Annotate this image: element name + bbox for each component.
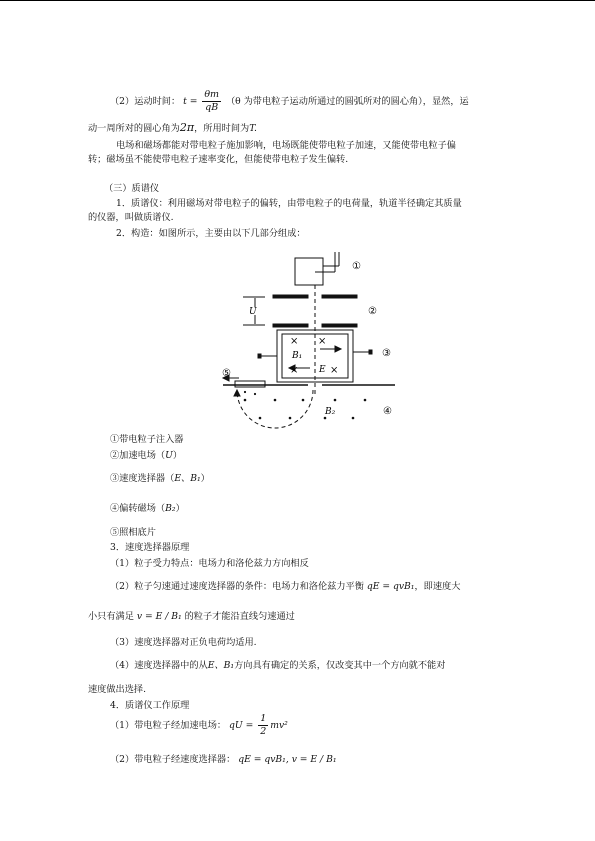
label-injector: ①	[352, 261, 361, 272]
principle-4-continued: 速度做出选择.	[88, 684, 147, 695]
part-2-symbol: U	[165, 450, 173, 461]
principle-4-pre: （4）速度选择器中的从	[110, 660, 208, 671]
part-4-pre: ④偏转磁场（	[110, 503, 166, 514]
construction-line: 2．构造：如图所示，主要由以下几部分组成：	[116, 228, 306, 239]
accel-plate-bottom-right	[322, 324, 357, 327]
label-velocity-selector: ③	[382, 348, 391, 359]
work-1-rhs: mv²	[270, 720, 288, 731]
mass-spectrometer-diagram	[215, 252, 410, 430]
time-fraction	[202, 89, 221, 114]
work-2-equation: qE = qvB₁, v = E / B₁	[238, 754, 337, 765]
label-u: U	[249, 307, 257, 317]
motion-time-line	[110, 87, 530, 117]
part-2	[110, 449, 530, 462]
part-2-pre: ②加速电场（	[110, 450, 166, 461]
principle-3: （3）速度选择器对正负电荷均适用.	[110, 637, 257, 648]
part-1	[110, 433, 530, 446]
part-3-pre: ③速度选择器（	[110, 473, 175, 484]
part-3-symbol: E、B₁	[174, 473, 201, 484]
mass-spec-heading: （三）质谱仪	[104, 183, 160, 194]
b1-cross-3: ×	[290, 365, 299, 376]
part-4-symbol: B₂	[165, 503, 176, 514]
work-1-numerator: 1	[260, 713, 267, 724]
principle-4	[110, 659, 530, 672]
part-3	[110, 472, 530, 485]
mass-spec-definition-line-2: 的仪器，叫做质谱仪.	[88, 212, 174, 223]
principle-4-post: 方向具有确定的关系，仅改变其中一个方向就不能对	[234, 660, 446, 671]
page-top-rule	[0, 0, 595, 1]
label-deflection-field: ④	[383, 406, 392, 417]
work-1-pre: （1）带电粒子经加速电场：	[110, 720, 227, 731]
principle-2b-pre: 小只有满足	[88, 611, 134, 622]
label-b2: B₂	[325, 407, 336, 417]
work-1-fraction	[258, 713, 268, 738]
work-1-lhs: qU =	[229, 720, 254, 731]
part-5-text: ⑤照相底片	[110, 527, 156, 538]
fields-paragraph-line-1: 电场和磁场都能对带电粒子施加影响，电场既能使带电粒子加速，又能使带电粒子偏	[116, 140, 456, 151]
fields-paragraph-line-2: 转；磁场虽不能使带电粒子速率变化，但能使带电粒子发生偏转.	[88, 154, 349, 165]
full-circle-line	[88, 121, 508, 135]
principle-4-symbols: E、B₁	[207, 660, 235, 671]
b1-cross-1: ×	[290, 336, 299, 347]
full-circle-angle: 2π	[179, 121, 195, 134]
part-4-post: ）	[175, 503, 185, 514]
part-1-text: ①带电粒子注入器	[110, 434, 184, 445]
b1-cross-2: ×	[318, 336, 327, 347]
principle-1: （1）粒子受力特点：电场力和洛伦兹力方向相反	[110, 558, 309, 569]
accel-plate-top-right	[322, 295, 357, 298]
mass-spec-definition-line-1: 1．质谱仪：利用磁场对带电粒子的偏转，由带电粒子的电荷量，轨道半径确定其质量	[116, 198, 462, 209]
principle-2	[110, 580, 530, 593]
period-symbol: T.	[249, 123, 257, 134]
principle-2-continued	[88, 610, 508, 623]
principle-2-post: ，即速度大	[414, 581, 461, 592]
principle-2-equation: qE = qvB₁	[366, 581, 415, 592]
label-photo-plate: ⑤	[222, 368, 231, 379]
principle-2b-equation: v = E / B₁	[136, 611, 182, 622]
accel-plate-bottom-left	[273, 324, 308, 327]
part-2-post: ）	[172, 450, 183, 461]
work-2-pre: （2）带电粒子经速度选择器：	[110, 754, 236, 765]
label-e: E	[319, 365, 326, 375]
work-1-denominator: 2	[260, 726, 267, 737]
part-5	[110, 526, 530, 539]
time-variable: t =	[183, 96, 198, 107]
time-fraction-numerator: θm	[204, 89, 220, 100]
motion-time-label: （2）运动时间：	[110, 96, 181, 107]
part-4	[110, 502, 530, 515]
b2-field-dots	[244, 391, 367, 419]
work-2	[110, 753, 530, 766]
principle-2-pre: （2）粒子匀速通过速度选择器的条件：电场力和洛伦兹力平衡	[110, 581, 364, 592]
selector-principle-title: 3．速度选择器原理	[110, 542, 190, 553]
principle-2b-post: 的粒子才能沿直线匀速通过	[184, 611, 295, 622]
deflection-arc	[237, 390, 313, 428]
b1-cross-4: ×	[330, 365, 339, 376]
work-1	[110, 713, 530, 739]
label-b1: B₁	[292, 351, 303, 361]
work-principle-title: 4．质谱仪工作原理	[110, 700, 190, 711]
full-circle-post: ，所用时间为	[194, 123, 250, 134]
full-circle-pre: 动一周所对的圆心角为	[88, 123, 180, 134]
label-accel-field: ②	[368, 306, 377, 317]
part-3-post: ）	[200, 473, 210, 484]
photo-plate	[235, 381, 265, 387]
time-fraction-denominator: qB	[205, 102, 219, 113]
accel-plate-top-left	[273, 295, 308, 298]
time-note: （θ 为带电粒子运动所通过的圆弧所对的圆心角），显然，运	[225, 96, 469, 107]
